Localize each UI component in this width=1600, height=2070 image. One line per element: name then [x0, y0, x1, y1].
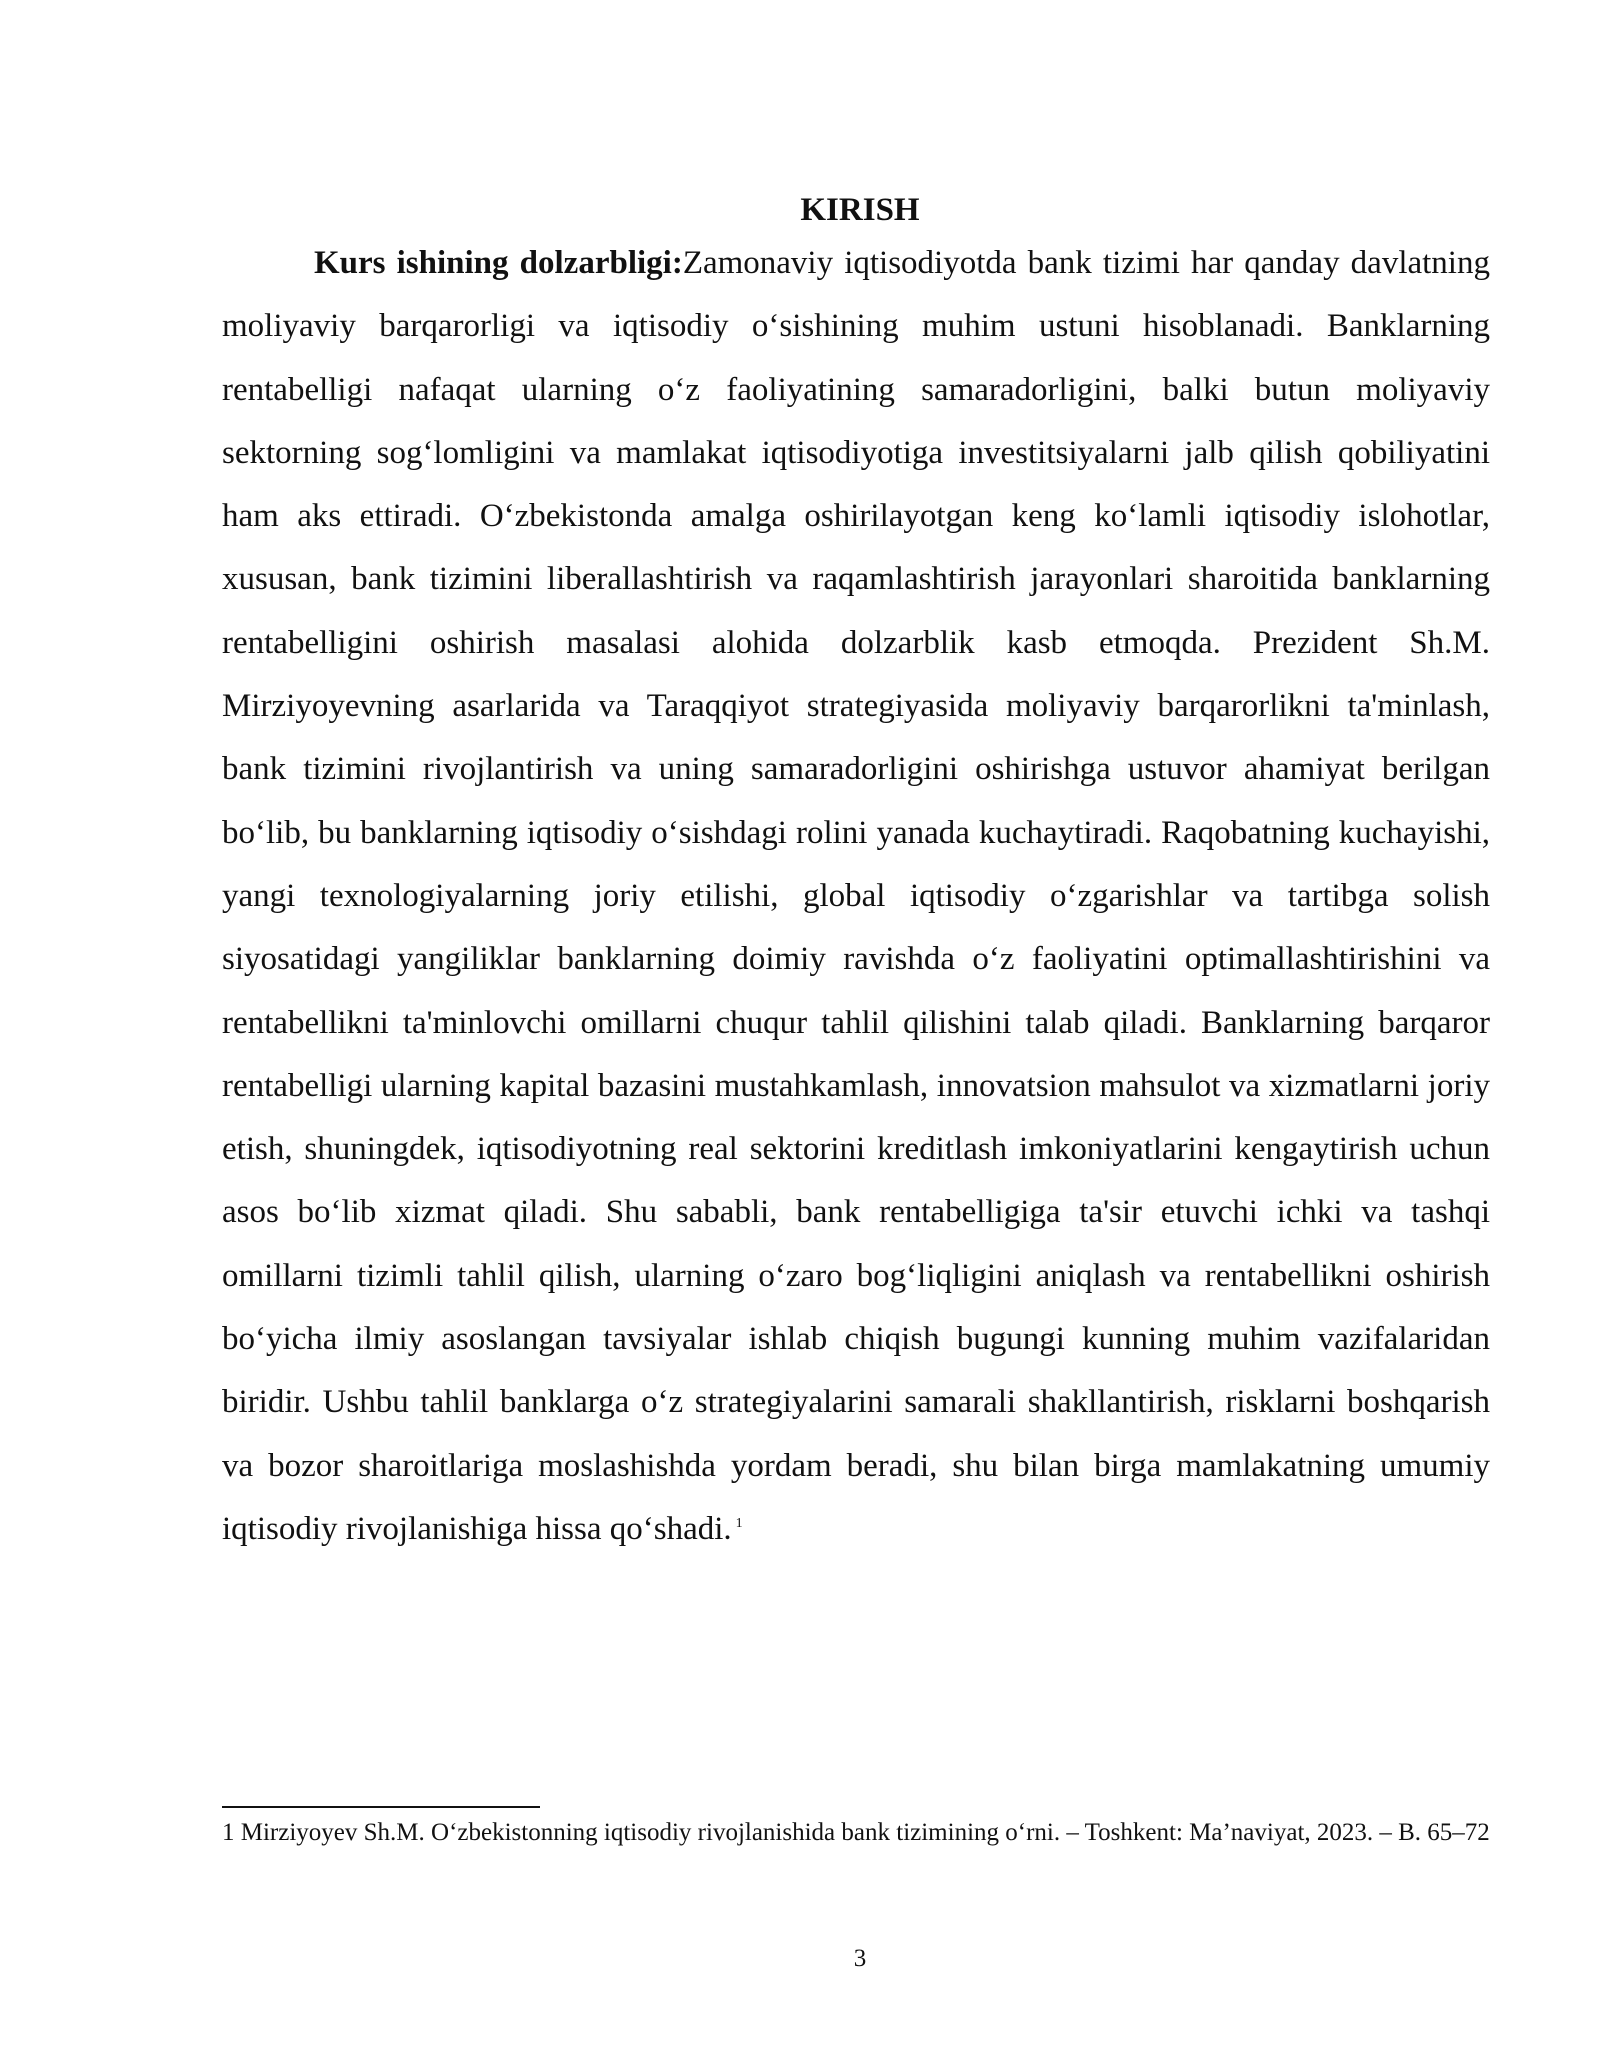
page-number: 3	[853, 1945, 867, 1972]
section-heading: KIRISH	[800, 192, 920, 228]
paragraph-lead: Kurs ishining dolzarbligi:	[314, 245, 683, 281]
body-paragraph	[222, 232, 1490, 1561]
footnote-reference[interactable]: 1	[735, 1515, 743, 1531]
footnote-text: 1 Mirziyoyev Sh.M. O‘zbekistonning iqtisodiy rivojlanishida bank tizimining o‘rni. – Toshkent: Ma’naviyat, 2023. – B. 65–72	[222, 1819, 1490, 1846]
paragraph-text: Zamonaviy iqtisodiyotda bank tizimi har qanday davlatning moliyaviy barqarorligi va iqtisodiy o‘sishining muhim ustuni hisoblanadi. Banklarning rentabelligi nafaqat ularning o‘z faoliyatining samaradorligini, balki butun moliyaviy sektorning sog‘lomligini va mamlakat iqtisodiyotiga investitsiyalarni jalb qilish qobiliyatini ham aks ettiradi. O‘zbekistonda amalga oshirilayotgan keng ko‘lamli iqtisodiy islohotlar, xususan, bank tizimini liberallashtirish va raqamlashtirish jarayonlari sharoitida banklarning rentabelligini oshirish masalasi alohida dolzarblik kasb etmoqda. Prezident Sh.M. Mirziyoyevning asarlarida va Taraqqiyot strategiyasida moliyaviy barqarorlikni ta'minlash, bank tizimini rivojlantirish va uning samaradorligini oshirishga ustuvor ahamiyat berilgan bo‘lib, bu banklarning iqtisodiy o‘sishdagi rolini yanada kuchaytiradi. Raqobatning kuchayishi, yangi texnologiyalarning joriy etilishi, global iqtisodiy o‘zgarishlar va tartibga solish siyosatidagi yangiliklar banklarning doimiy ravishda o‘z faoliyatini optimallashtirishini va rentabellikni ta'minlovchi omillarni chuqur tahlil qilishini talab qiladi. Banklarning barqaror rentabelligi ularning kapital bazasini mustahkamlash, innovatsion mahsulot va xizmatlarni joriy etish, shuningdek, iqtisodiyotning real sektorini kreditlash imkoniyatlarini kengaytirish uchun asos bo‘lib xizmat qiladi. Shu sababli, bank rentabelligiga ta'sir etuvchi ichki va tashqi omillarni tizimli tahlil qilish, ularning o‘zaro bog‘liqligini aniqlash va rentabellikni oshirish bo‘yicha ilmiy asoslangan tavsiyalar ishlab chiqish bugungi kunning muhim vazifalaridan biridir. Ushbu tahlil banklarga o‘z strategiyalarini samarali shakllantirish, risklarni boshqarish va bozor sharoitlariga moslashishda yordam beradi, shu bilan birga mamlakatning umumiy iqtisodiy rivojlanishiga hissa qo‘shadi.	[222, 245, 1490, 1547]
footnote-separator	[222, 1806, 540, 1808]
